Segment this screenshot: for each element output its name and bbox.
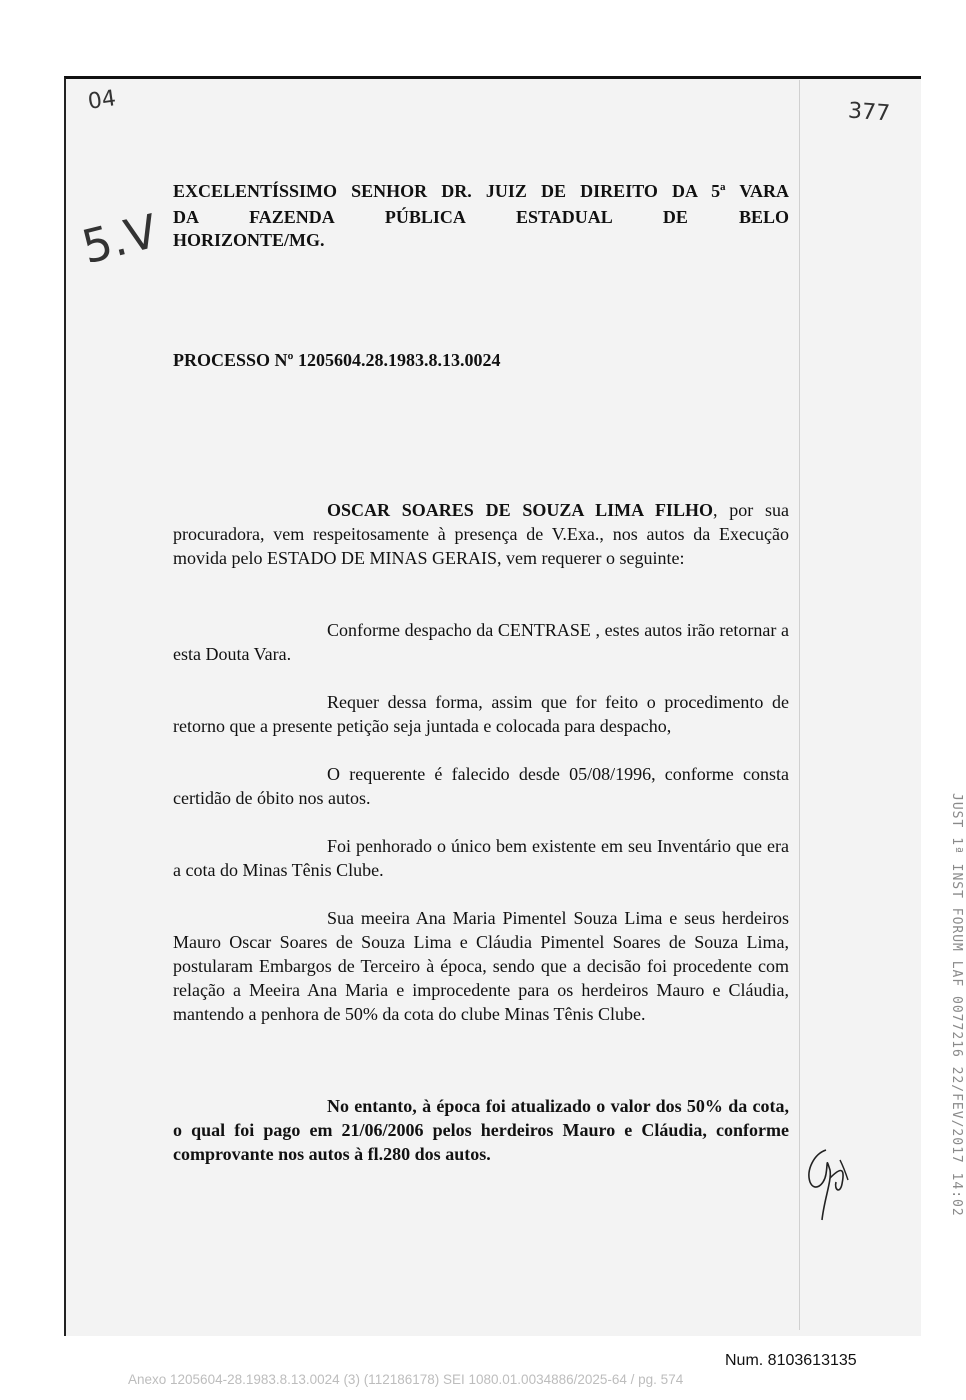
filing-stamp: JUST 1ª INST FORUM LAF 0077216 22/FEV/2017 14:02 bbox=[949, 793, 964, 1217]
header-line-1: EXCELENTÍSSIMO SENHOR DR. JUIZ DE DIREITO DA 5ª VARA bbox=[173, 181, 789, 201]
process-number: PROCESSO Nº 1205604.28.1983.8.13.0024 bbox=[173, 350, 501, 370]
handwritten-page-number: 377 bbox=[847, 98, 891, 127]
handwritten-signature bbox=[796, 1140, 856, 1230]
document-number: Num. 8103613135 bbox=[725, 1352, 857, 1369]
paragraph-seizure: Foi penhorado o único bem existente em seu Inventário que era a cota do Minas Tênis Clube. bbox=[173, 836, 789, 880]
addressee-header bbox=[173, 178, 789, 230]
paragraph-deceased: O requerente é falecido desde 05/08/1996, conforme consta certidão de óbito nos autos. bbox=[173, 764, 789, 808]
paragraph-request: Requer dessa forma, assim que for feito o procedimento de retorno que a presente petição seja juntada e colocada para despacho, bbox=[173, 692, 789, 736]
paragraph-centrase: Conforme despacho da CENTRASE , estes autos irão retornar a esta Douta Vara. bbox=[173, 620, 789, 664]
party-name: OSCAR SOARES DE SOUZA LIMA FILHO bbox=[327, 500, 713, 520]
intro-text: , por sua procuradora, vem respeitosamente à presença de V.Exa., nos autos da Execução movida pelo ESTADO DE MINAS GERAIS, vem requerer o seguinte: bbox=[173, 500, 789, 568]
intro-paragraph bbox=[173, 498, 789, 570]
paragraph-payment: No entanto, à época foi atualizado o valor dos 50% da cota, o qual foi pago em 21/06/2006 pelos herdeiros Mauro e Cláudia, conforme comprovante nos autos à fl.280 dos autos. bbox=[173, 1096, 789, 1164]
handwritten-corner-note: 04 bbox=[86, 86, 118, 115]
annex-reference: Anexo 1205604-28.1983.8.13.0024 (3) (112186178) SEI 1080.01.0034886/2025-64 / pg. 574 bbox=[128, 1372, 684, 1387]
header-line-3: HORIZONTE/MG. bbox=[173, 230, 325, 250]
header-line-2: DA FAZENDA PÚBLICA ESTADUAL DE BELO bbox=[173, 207, 789, 227]
paragraph-heirs: Sua meeira Ana Maria Pimentel Souza Lima e seus herdeiros Mauro Oscar Soares de Souza Lima e Cláudia Pimentel Soares de Souza Lima, postularam Embargos de Terceiro à época, sendo que a decisão foi procedente com relação a Meeira Ana Maria e improcedente para os herdeiros Mauro e Cláudia, mantendo a penhora de 50% da cota do clube Minas Tênis Clube. bbox=[173, 908, 789, 1024]
handwritten-margin-mark: 5.V bbox=[76, 203, 163, 275]
